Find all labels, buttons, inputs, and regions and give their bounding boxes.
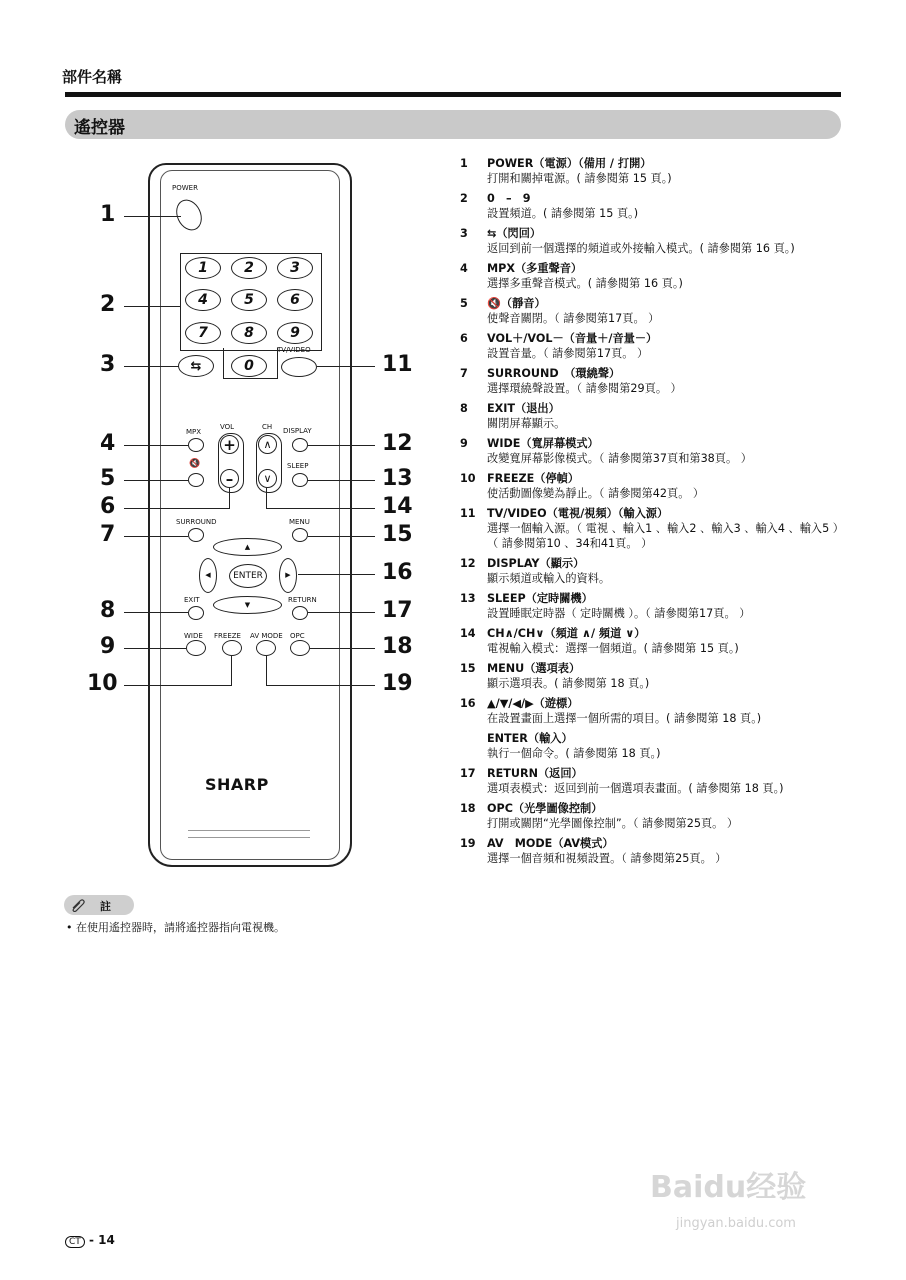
- item-desc: 執行一個命令。( 請參閱第 18 頁。): [487, 747, 661, 760]
- channel-down-button: ∨: [258, 469, 277, 488]
- number-7-button: 7: [185, 322, 221, 344]
- list-item: [460, 556, 845, 586]
- enter-button: ENTER: [229, 564, 267, 588]
- callout-line: [124, 536, 188, 537]
- callout-line: [124, 445, 188, 446]
- callout-line: [266, 685, 375, 686]
- list-item: [460, 626, 845, 656]
- item-number: 3: [460, 227, 468, 240]
- callout-1: 1: [100, 202, 116, 227]
- item-title: TV/VIDEO（電視/視頻）（輸入源）: [487, 507, 669, 520]
- menu-label: MENU: [289, 518, 310, 526]
- callout-13: 13: [382, 466, 413, 491]
- callout-17: 17: [382, 598, 413, 623]
- av-mode-button: [256, 640, 276, 656]
- opc-button: [290, 640, 310, 656]
- av-mode-label: AV MODE: [250, 632, 283, 640]
- list-item: [460, 401, 845, 431]
- callout-3: 3: [100, 352, 116, 377]
- cursor-down-button: ▼: [213, 596, 282, 614]
- callout-line: [308, 536, 375, 537]
- footer-dash: -: [88, 1233, 94, 1247]
- watermark-url: jingyan.baidu.com: [676, 1216, 796, 1231]
- volume-up-button: +: [220, 435, 239, 454]
- return-button: [292, 606, 308, 620]
- item-title: OPC（光學圖像控制）: [487, 802, 603, 815]
- item-number: 1: [460, 157, 468, 170]
- item-number: 6: [460, 332, 468, 345]
- callout-line: [231, 656, 232, 686]
- item-desc: 在設置畫面上選擇一個所需的項目。( 請參閱第 18 頁。): [487, 712, 762, 725]
- callout-line: [124, 480, 188, 481]
- item-title: 🔇（靜音）: [487, 297, 546, 310]
- list-item: [460, 801, 845, 831]
- list-item: [460, 696, 845, 726]
- callout-14: 14: [382, 494, 413, 519]
- list-item: [460, 366, 845, 396]
- item-title: ▲/▼/◀/▶（遊標）: [487, 697, 579, 710]
- item-desc: 設置頻道。( 請參閱第 15 頁。): [487, 207, 639, 220]
- item-title: SLEEP（定時關機）: [487, 592, 593, 605]
- callout-line: [310, 648, 375, 649]
- callout-7: 7: [100, 522, 116, 547]
- item-desc: 選項表模式：返回到前一個選項表畫面。( 請參閱第 18 頁。): [487, 782, 784, 795]
- item-title: POWER（電源）（備用 / 打開）: [487, 157, 652, 170]
- flashback-button: ⇆: [178, 355, 214, 377]
- item-desc: 選擇一個輸入源。（ 電視 、輸入1 、輸入2 、輸入3 、輸入4 、輸入5 ）（ 請參閱第10 、34和41頁。 ）: [487, 522, 844, 550]
- item-title: 0 – 9: [487, 192, 531, 205]
- callout-line: [317, 366, 375, 367]
- list-item: [460, 261, 845, 291]
- list-item: [460, 731, 845, 761]
- callout-line: [266, 656, 267, 686]
- region-badge: CT: [65, 1236, 85, 1248]
- callout-line: [124, 216, 181, 217]
- item-title: ENTER（輸入）: [487, 732, 573, 745]
- callout-15: 15: [382, 522, 413, 547]
- item-desc: 關閉屏幕顯示。: [487, 417, 566, 430]
- wide-label: WIDE: [184, 632, 203, 640]
- tv-video-label: TV/VIDEO: [277, 346, 311, 354]
- list-item: [460, 836, 845, 866]
- item-number: 2: [460, 192, 468, 205]
- item-number: 13: [460, 592, 476, 605]
- item-title: MPX（多重聲音）: [487, 262, 583, 275]
- remote-groove: [188, 837, 310, 838]
- item-number: 5: [460, 297, 468, 310]
- freeze-button: [222, 640, 242, 656]
- title-banner: [65, 110, 841, 139]
- item-title: MENU（選項表）: [487, 662, 581, 675]
- page-title: 遙控器: [74, 118, 125, 138]
- exit-button: [188, 606, 204, 620]
- note-label: 註: [100, 900, 111, 913]
- item-desc: 選擇一個音頻和視頻設置。（ 請參閱第25頁。 ）: [487, 852, 727, 865]
- mpx-button: [188, 438, 204, 452]
- number-8-button: 8: [231, 322, 267, 344]
- callout-5: 5: [100, 466, 116, 491]
- item-desc: 使活動圖像變為靜止。（ 請參閱第42頁。 ）: [487, 487, 705, 500]
- item-number: 4: [460, 262, 468, 275]
- callout-6: 6: [100, 494, 116, 519]
- item-desc: 選擇環繞聲設置。（ 請參閱第29頁。 ）: [487, 382, 682, 395]
- opc-label: OPC: [290, 632, 305, 640]
- list-item: [460, 591, 845, 621]
- note-text: • 在使用遙控器時，請將遙控器指向電視機。: [66, 921, 285, 934]
- item-desc: 顯示選項表。( 請參閱第 18 頁。): [487, 677, 650, 690]
- list-item: [460, 331, 845, 361]
- brand-logo: SHARP: [205, 775, 269, 794]
- callout-12: 12: [382, 431, 413, 456]
- cursor-up-button: ▲: [213, 538, 282, 556]
- number-9-button: 9: [277, 322, 313, 344]
- callout-line: [308, 612, 375, 613]
- callout-11: 11: [382, 352, 413, 377]
- item-desc: 設置音量。（ 請參閱第17頁。 ）: [487, 347, 649, 360]
- cursor-left-button: ◀: [199, 558, 217, 593]
- item-number: 9: [460, 437, 468, 450]
- number-3-button: 3: [277, 257, 313, 279]
- paperclip-icon: [70, 898, 86, 912]
- sleep-label: SLEEP: [287, 462, 309, 470]
- channel-up-button: ∧: [258, 435, 277, 454]
- item-title: EXIT（退出）: [487, 402, 560, 415]
- remote-groove: [188, 830, 310, 831]
- item-title: WIDE（寬屏幕模式）: [487, 437, 599, 450]
- item-title: ⇆（閃回）: [487, 227, 542, 240]
- item-number: 12: [460, 557, 476, 570]
- tv-video-button: [281, 357, 317, 377]
- item-number: 8: [460, 402, 468, 415]
- list-item: [460, 226, 845, 256]
- number-1-button: 1: [185, 257, 221, 279]
- vol-label: VOL: [220, 423, 235, 431]
- item-number: 17: [460, 767, 476, 780]
- item-number: [460, 731, 487, 761]
- section-title: 部件名稱: [62, 68, 123, 86]
- item-title: VOL＋/VOL－（音量＋/音量－）: [487, 332, 658, 345]
- item-number: 19: [460, 837, 476, 850]
- item-desc: 改變寬屏幕影像模式。（ 請參閱第37頁和第38頁。 ）: [487, 452, 752, 465]
- callout-16: 16: [382, 560, 413, 585]
- exit-label: EXIT: [184, 596, 200, 604]
- callout-line: [124, 612, 188, 613]
- item-title: RETURN（返回）: [487, 767, 583, 780]
- item-number: 16: [460, 697, 476, 710]
- callout-line: [266, 488, 267, 509]
- item-desc: 打開和關掉電源。( 請參閱第 15 頁。): [487, 172, 672, 185]
- item-desc: 電視輸入模式：選擇一個頻道。( 請參閱第 15 頁。): [487, 642, 739, 655]
- callout-10: 10: [87, 671, 118, 696]
- item-number: 15: [460, 662, 476, 675]
- sleep-button: [292, 473, 308, 487]
- item-title: DISPLAY（顯示）: [487, 557, 585, 570]
- power-label: POWER: [172, 184, 198, 192]
- list-item: [460, 156, 845, 186]
- list-item: [460, 506, 845, 551]
- item-desc: 選擇多重聲音模式。( 請參閱第 16 頁。): [487, 277, 683, 290]
- callout-19: 19: [382, 671, 413, 696]
- mute-button: [188, 473, 204, 487]
- callout-18: 18: [382, 634, 413, 659]
- menu-button: [292, 528, 308, 542]
- display-label: DISPLAY: [283, 427, 312, 435]
- callout-line: [298, 574, 375, 575]
- callout-line: [124, 306, 180, 307]
- item-number: 11: [460, 507, 476, 520]
- surround-label: SURROUND: [176, 518, 217, 526]
- item-title: SURROUND （環繞聲）: [487, 367, 621, 380]
- callout-line: [229, 488, 230, 509]
- mpx-label: MPX: [186, 428, 202, 436]
- item-desc: 設置睡眠定時器（ 定時關機 ）。（ 請參閱第17頁。 ）: [487, 607, 751, 620]
- list-item: [460, 471, 845, 501]
- page-number: 14: [98, 1233, 115, 1247]
- callout-4: 4: [100, 431, 116, 456]
- item-title: FREEZE（停幀）: [487, 472, 580, 485]
- wide-button: [186, 640, 206, 656]
- mute-icon: 🔇: [189, 459, 201, 469]
- callout-9: 9: [100, 634, 116, 659]
- number-4-button: 4: [185, 289, 221, 311]
- header-rule: [65, 92, 841, 97]
- volume-down-button: –: [220, 469, 239, 488]
- list-item: [460, 766, 845, 796]
- cursor-right-button: ▶: [279, 558, 297, 593]
- item-title: AV MODE（AV模式）: [487, 837, 614, 850]
- surround-button: [188, 528, 204, 542]
- callout-line: [124, 508, 230, 509]
- item-desc: 使聲音關閉。（ 請參閱第17頁。 ）: [487, 312, 660, 325]
- number-5-button: 5: [231, 289, 267, 311]
- item-desc: 返回到前一個選擇的頻道或外接輸入模式。( 請參閱第 16 頁。): [487, 242, 795, 255]
- callout-8: 8: [100, 598, 116, 623]
- callout-line: [124, 648, 186, 649]
- return-label: RETURN: [288, 596, 317, 604]
- item-number: 7: [460, 367, 468, 380]
- callout-line: [124, 366, 179, 367]
- item-number: 10: [460, 472, 476, 485]
- note-badge: [64, 895, 134, 915]
- list-item: [460, 661, 845, 691]
- ch-label: CH: [262, 423, 273, 431]
- item-title: CH∧/CH∨（頻道 ∧/ 頻道 ∨）: [487, 627, 646, 640]
- number-2-button: 2: [231, 257, 267, 279]
- list-item: [460, 436, 845, 466]
- item-number: 14: [460, 627, 476, 640]
- item-desc: 顯示頻道或輸入的資料。: [487, 572, 611, 585]
- list-item: [460, 296, 845, 326]
- number-6-button: 6: [277, 289, 313, 311]
- callout-2: 2: [100, 292, 116, 317]
- callout-line: [308, 480, 375, 481]
- item-desc: 打開或關閉“光學圖像控制”。（ 請參閱第25頁。 ）: [487, 817, 739, 830]
- description-list: [460, 156, 845, 871]
- watermark-logo: Baidu经验: [650, 1170, 807, 1205]
- display-button: [292, 438, 308, 452]
- callout-line: [266, 508, 375, 509]
- page-footer: [65, 1233, 115, 1248]
- freeze-label: FREEZE: [214, 632, 241, 640]
- number-0-button: 0: [231, 355, 267, 377]
- callout-line: [308, 445, 375, 446]
- callout-line: [124, 685, 232, 686]
- item-number: 18: [460, 802, 476, 815]
- list-item: [460, 191, 845, 221]
